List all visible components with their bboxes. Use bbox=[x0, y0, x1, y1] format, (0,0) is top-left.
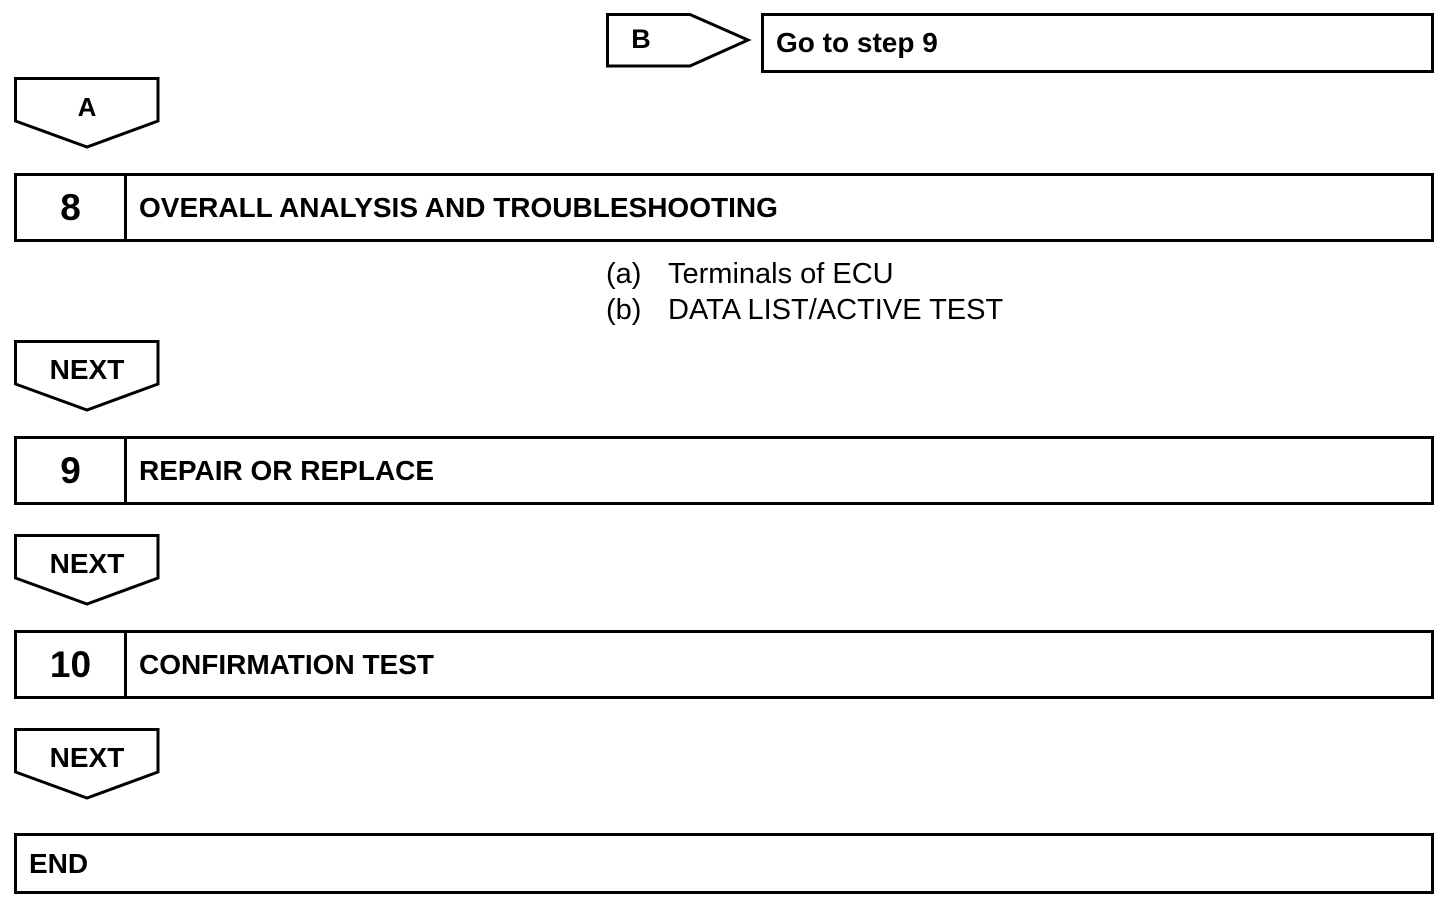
step-9-title: REPAIR OR REPLACE bbox=[139, 454, 435, 486]
sub-item-text: DATA LIST/ACTIVE TEST bbox=[668, 294, 1004, 326]
end-label: END bbox=[29, 847, 89, 879]
sub-item bbox=[606, 292, 1003, 328]
go-to-step-box[interactable] bbox=[761, 13, 1434, 73]
step-8-number: 8 bbox=[17, 176, 127, 239]
next-label-1: NEXT bbox=[49, 354, 125, 385]
step-8-row bbox=[14, 173, 1434, 242]
step-8-title: OVERALL ANALYSIS AND TROUBLESHOOTING bbox=[139, 191, 778, 223]
step-9-row bbox=[14, 436, 1434, 505]
step-10-row bbox=[14, 630, 1434, 699]
go-to-step-text: Go to step 9 bbox=[776, 27, 938, 58]
sub-item bbox=[606, 256, 1003, 292]
branch-a-label: A bbox=[77, 92, 97, 122]
next-label-2: NEXT bbox=[49, 548, 125, 579]
step-10-number: 10 bbox=[17, 633, 127, 696]
sub-item-text: Terminals of ECU bbox=[668, 258, 894, 290]
step-9-number: 9 bbox=[17, 439, 127, 502]
step-8-sub-list bbox=[606, 256, 1003, 328]
next-label-3: NEXT bbox=[49, 742, 125, 773]
sub-item-mark: (a) bbox=[606, 258, 642, 290]
branch-b-label: B bbox=[631, 24, 651, 54]
sub-item-mark: (b) bbox=[606, 294, 642, 326]
end-box bbox=[14, 833, 1434, 894]
step-10-title: CONFIRMATION TEST bbox=[139, 648, 435, 680]
